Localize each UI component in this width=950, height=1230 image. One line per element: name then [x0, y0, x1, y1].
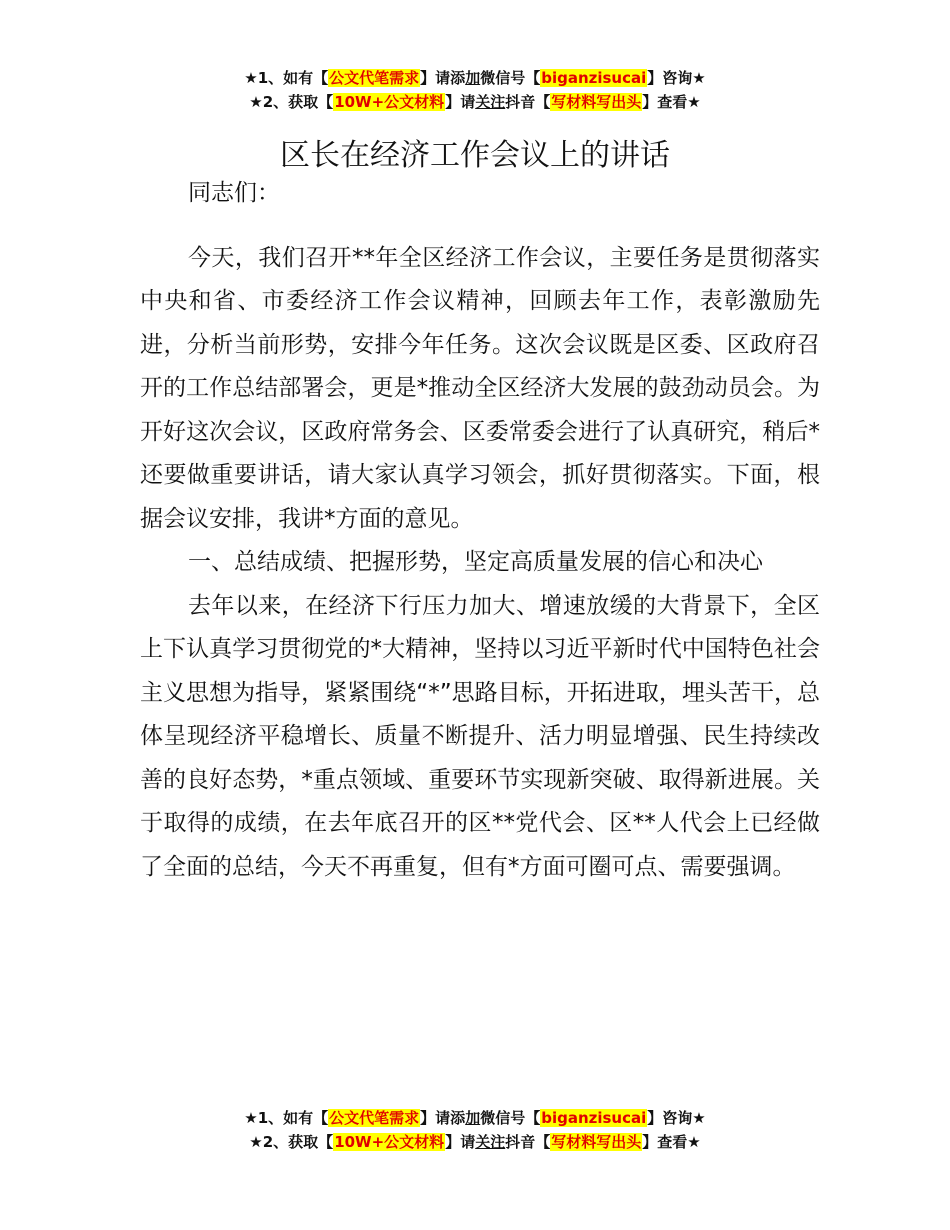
banner-text: 】咨询★: [647, 69, 706, 87]
highlight-service: 公文代笔需求: [329, 1109, 420, 1127]
banner-text: 】请: [445, 93, 476, 111]
banner-line-2: [0, 1130, 950, 1154]
banner-text: 微信号【: [480, 69, 541, 87]
highlight-service: 公文代笔需求: [329, 69, 420, 87]
banner-text-underlined: 关注: [475, 93, 506, 111]
header-banner: [0, 66, 950, 114]
highlight-douyin-account: 写材料写出头: [551, 1133, 642, 1151]
banner-line-1: [0, 1106, 950, 1130]
banner-text-underlined: 加: [465, 1109, 481, 1127]
banner-text: 微信号【: [480, 1109, 541, 1127]
banner-text: 抖音【: [505, 1133, 551, 1151]
banner-text: 】咨询★: [647, 1109, 706, 1127]
paragraph-intro: 今天，我们召开**年全区经济工作会议，主要任务是贯彻落实中央和省、市委经济工作会议精神，回顾去年工作，表彰激励先进，分析当前形势，安排今年任务。这次会议既是区委、区政府召开的工作总结部署会，更是*推动全区经济大发展的鼓劲动员会。为开好这次会议，区政府常务会、区委常委会进行了认真研究，稍后*还要做重要讲话，请大家认真学习领会，抓好贯彻落实。下面，根据会议安排，我讲*方面的意见。: [140, 244, 820, 532]
banner-text: 】请添: [420, 69, 466, 87]
banner-line-2: [0, 90, 950, 114]
highlight-materials: 10W+公文材料: [334, 93, 445, 111]
banner-text: ★1、如有【: [244, 1109, 329, 1127]
highlight-wechat-id: biganzisucai: [541, 1109, 647, 1127]
banner-text: 】请添: [420, 1109, 466, 1127]
banner-text-underlined: 关注: [475, 1133, 506, 1151]
banner-text: 】查看★: [642, 93, 701, 111]
banner-text: 】查看★: [642, 1133, 701, 1151]
banner-line-1: [0, 66, 950, 90]
banner-text: ★2、获取【: [249, 93, 334, 111]
salutation: 同志们：: [188, 180, 280, 206]
highlight-materials: 10W+公文材料: [334, 1133, 445, 1151]
highlight-douyin-account: 写材料写出头: [551, 93, 642, 111]
section-heading: 一、总结成绩、把握形势，坚定高质量发展的信心和决心: [188, 549, 763, 575]
footer-banner: [0, 1106, 950, 1154]
document-title: 区长在经济工作会议上的讲话: [280, 138, 670, 174]
banner-text: ★1、如有【: [244, 69, 329, 87]
banner-text: 】请: [445, 1133, 476, 1151]
banner-text: ★2、获取【: [249, 1133, 334, 1151]
paragraph-achievements: 去年以来，在经济下行压力加大、增速放缓的大背景下，全区上下认真学习贯彻党的*大精神，坚持以习近平新时代中国特色社会主义思想为指导，紧紧围绕“*”思路目标，开拓进取，埋头苦干，总体呈现经济平稳增长、质量不断提升、活力明显增强、民生持续改善的良好态势，*重点领域、重要环节实现新突破、取得新进展。关于取得的成绩，在去年底召开的区**党代会、区**人代会上已经做了全面的总结，今天不再重复，但有*方面可圈可点、需要强调。: [140, 592, 820, 880]
banner-text-underlined: 加: [465, 69, 481, 87]
document-body: [140, 172, 820, 889]
banner-text: 抖音【: [505, 93, 551, 111]
highlight-wechat-id: biganzisucai: [541, 69, 647, 87]
